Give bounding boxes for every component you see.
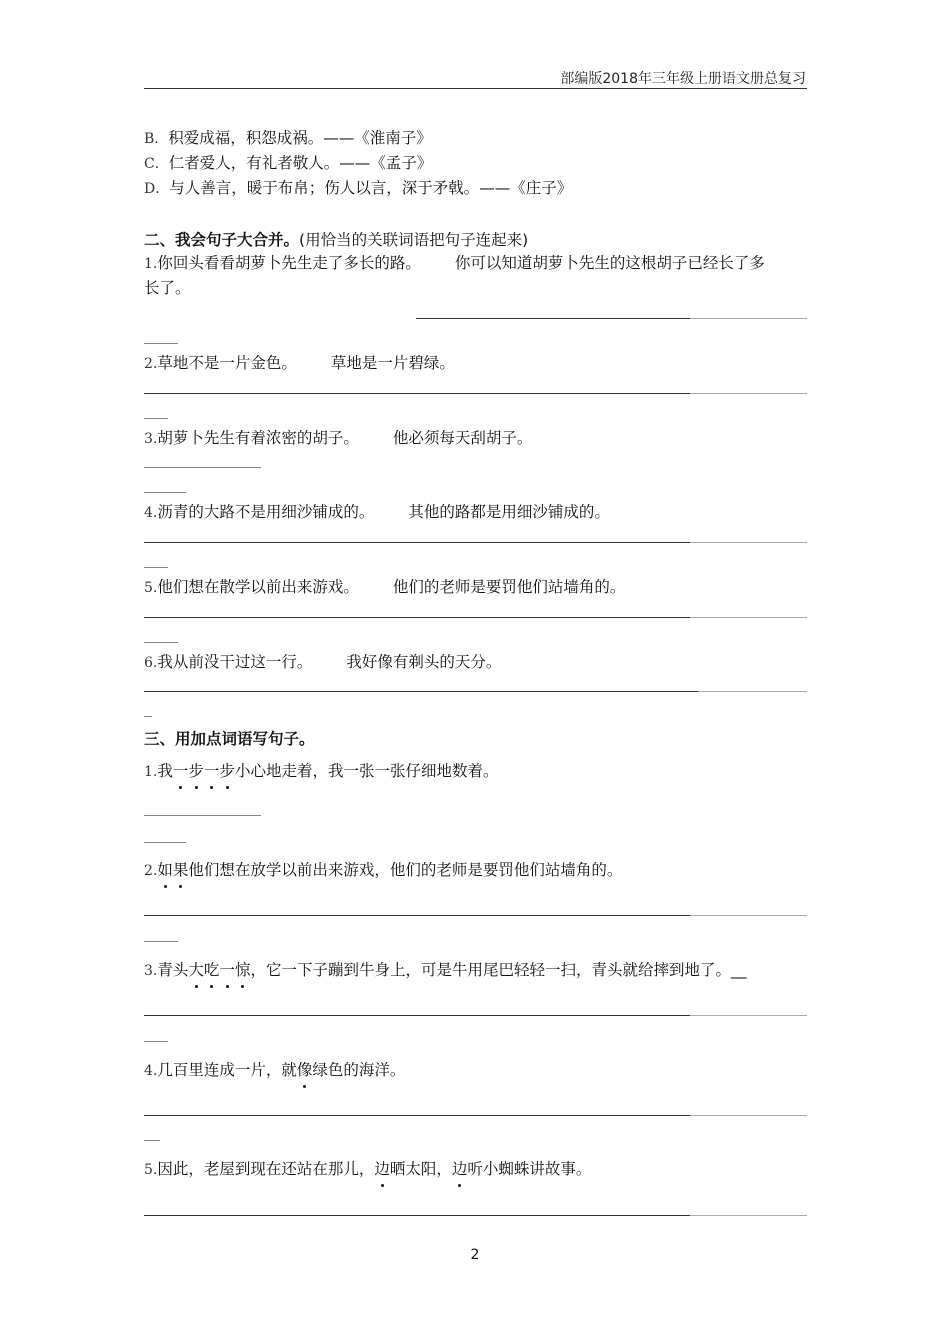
quote-text: 积爱成福，积怨成祸。——《淮南子》: [168, 129, 432, 147]
sentence-a: 草地不是一片金色。: [157, 354, 297, 372]
answer-line-short: [144, 467, 261, 468]
answer-line-short: [144, 1140, 160, 1141]
emphasis-char: 一: [219, 961, 235, 979]
s3-item-4: [144, 1060, 405, 1081]
answer-line-short: [144, 815, 261, 816]
sentence-b: 他们的老师是要罚他们站墙角的。: [392, 578, 626, 596]
emphasis-char: 一: [203, 762, 220, 780]
item-number: 3.: [144, 431, 158, 447]
s2-item-6: [144, 652, 501, 673]
sentence-post: 晒太阳，: [389, 1160, 452, 1178]
page-number: 2: [470, 1247, 480, 1263]
answer-line-light: [690, 1215, 807, 1216]
answer-line-short: [144, 492, 186, 493]
quote-text: 仁者爱人，有礼者敬人。——《孟子》: [168, 154, 433, 172]
item-number: 3.: [144, 963, 158, 979]
item-number: 5.: [144, 580, 158, 596]
answer-line-light: [690, 915, 807, 916]
dotted-word: [188, 961, 250, 979]
item-number: 5.: [144, 1162, 158, 1178]
answer-line-short: [144, 567, 168, 568]
item-number: 4.: [144, 505, 158, 521]
item-number: 6.: [144, 655, 158, 671]
sentence-a: 你回头看看胡萝卜先生走了多长的路。: [157, 254, 421, 272]
item-number: 1.: [144, 764, 158, 780]
emphasis-char: 一: [172, 762, 189, 780]
sentence-b: 草地是一片碧绿。: [330, 354, 455, 372]
answer-line-short: [144, 642, 178, 643]
header-rule: [144, 88, 807, 89]
item-number: 1.: [144, 256, 158, 272]
dotted-word: [452, 1160, 468, 1178]
emphasis-char: 吃: [203, 961, 220, 979]
answer-line-short: [144, 716, 152, 717]
sentence-pre: 因此，老屋到现在还站在那儿，: [157, 1160, 375, 1178]
section2-heading: 二、我会句子大合并。: [144, 231, 300, 249]
page-header-title: 部编版2018年三年级上册语文册总复习: [560, 71, 806, 87]
answer-line-light: [690, 393, 807, 394]
answer-line: [144, 691, 698, 692]
emphasis-char: 如: [157, 861, 173, 879]
sentence-a: 我从前没干过这一行。: [157, 653, 313, 671]
dotted-word: [297, 1061, 313, 1079]
quote-letter: C．: [144, 156, 169, 172]
answer-line-light: [690, 542, 807, 543]
answer-line-light: [690, 1015, 807, 1016]
answer-line-light: [690, 1115, 807, 1116]
dotted-word: [173, 762, 235, 780]
answer-line: [144, 915, 690, 916]
s3-item-5: [144, 1159, 591, 1180]
emphasis-char: 步: [188, 762, 204, 780]
dotted-word: [157, 861, 188, 879]
s2-item-4: [144, 502, 610, 523]
section2-title: [144, 228, 528, 250]
sentence-post: 绿色的海洋。: [312, 1061, 406, 1079]
answer-line-short: [144, 1041, 168, 1042]
sentence-a: 他们想在散学以前出来游戏。: [157, 578, 359, 596]
item-number: 2.: [144, 356, 158, 372]
s3-item-2: [144, 860, 622, 881]
emphasis-char: 大: [188, 961, 204, 979]
emphasis-char: 果: [172, 861, 189, 879]
sentence-a: 胡萝卜先生有着浓密的胡子。: [157, 429, 359, 447]
answer-line-light: [698, 691, 807, 692]
s2-item-5: [144, 577, 625, 598]
answer-line: [144, 617, 690, 618]
quote-c: [144, 153, 432, 174]
answer-line-light: [690, 617, 807, 618]
sentence-b: 你可以知道胡萝卜先生的这根胡子已经长了多: [454, 254, 765, 272]
sentence-post: ，它一下子蹦到牛身上，可是牛用尾巴轻轻一扫，青头就给摔到地了。__: [250, 961, 747, 979]
answer-line: [144, 1015, 690, 1016]
answer-line-short: [144, 941, 178, 942]
dotted-word: [374, 1160, 390, 1178]
sentence-post: 他们想在放学以前出来游戏，他们的老师是要罚他们站墙角的。: [188, 861, 623, 879]
item-number: 2.: [144, 863, 158, 879]
s2-item-1-cont: 长了。: [144, 279, 191, 297]
s3-item-3: [144, 960, 746, 981]
s3-item-1: [144, 761, 498, 782]
sentence-pre: 我: [157, 762, 173, 780]
emphasis-char: 边: [374, 1160, 390, 1178]
emphasis-char: 惊: [234, 961, 251, 979]
sentence-a: 沥青的大路不是用细沙铺成的。: [157, 503, 375, 521]
emphasis-char: 边: [451, 1160, 468, 1178]
answer-line-short: [144, 418, 168, 419]
section3-title: 三、用加点词语写句子。: [144, 730, 315, 748]
sentence-b: 其他的路都是用细沙铺成的。: [408, 503, 610, 521]
sentence-b: 我好像有剃头的天分。: [346, 653, 502, 671]
answer-line: [144, 1115, 690, 1116]
quote-letter: D．: [144, 181, 170, 197]
emphasis-char: 步: [219, 762, 235, 780]
sentence-pre: 青头: [157, 961, 189, 979]
answer-line: [144, 393, 690, 394]
quote-letter: B．: [144, 131, 169, 147]
emphasis-char: 像: [296, 1061, 313, 1079]
answer-line: [416, 318, 690, 319]
sentence-b: 他必须每天刮胡子。: [392, 429, 533, 447]
answer-line-short: [144, 842, 186, 843]
quote-d: [144, 178, 572, 199]
answer-line-short: [144, 343, 178, 344]
item-number: 4.: [144, 1063, 158, 1079]
sentence-pre: 几百里连成一片，就: [157, 1061, 297, 1079]
s2-item-3: [144, 428, 532, 449]
answer-line: [144, 1215, 690, 1216]
s2-item-2: [144, 353, 455, 374]
answer-line: [144, 542, 690, 543]
section2-hint: (用恰当的关联词语把句子连起来): [299, 231, 529, 249]
sentence-post-2: 听小蜘蛛讲故事。: [467, 1160, 592, 1178]
answer-line-light: [690, 318, 807, 319]
sentence-post: 小心地走着，我一张一张仔细地数着。: [234, 762, 499, 780]
quote-b: [144, 128, 432, 149]
quote-text: 与人善言，暖于布帛；伤人以言，深于矛戟。——《庄子》: [169, 179, 573, 197]
s2-item-1: [144, 253, 765, 274]
